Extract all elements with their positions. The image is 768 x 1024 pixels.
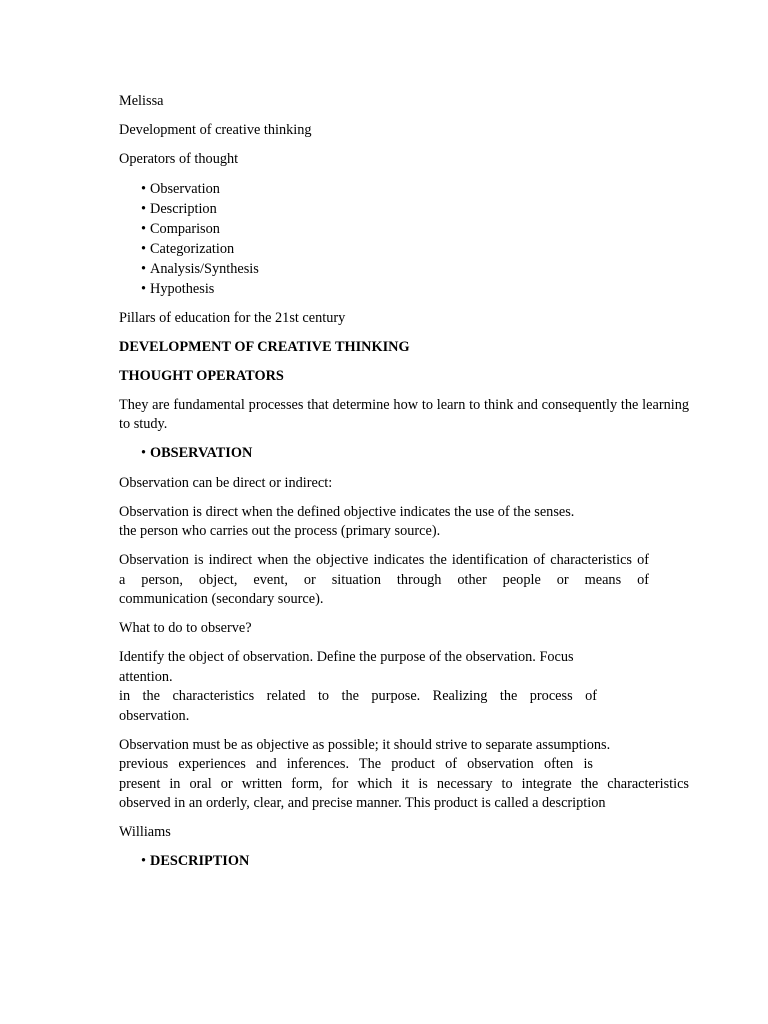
list-item: • Comparison (141, 221, 220, 237)
document-page (119, 92, 689, 882)
list-item: • Description (141, 201, 217, 217)
pillars-line: Pillars of education for the 21st century (119, 309, 346, 326)
operators-list (119, 179, 689, 299)
author-name-top: Melissa (119, 93, 164, 109)
list-item: • Analysis/Synthesis (141, 261, 259, 277)
list-item: • Categorization (141, 241, 235, 257)
observation-types-line: Observation can be direct or indirect: (119, 474, 333, 491)
observation-direct-paragraph: Observation is direct when the defined objective indicates the use of the senses. the person who carries out the process (primary source). (119, 503, 575, 539)
bullet-icon: • (141, 221, 147, 237)
bullet-icon: • (141, 853, 147, 869)
section-description-heading: • DESCRIPTION (141, 853, 250, 869)
objective-paragraph: Observation must be as objective as possible; it should strive to separate assumptions. previous experiences and inferences. The product of observation often is present in oral or written form, for which it is necessary to integrate the characteristics observed in an orderly, clear, and precise manner. This product is called a description (119, 736, 689, 811)
list-item: • Observation (141, 181, 220, 197)
section-observation-heading: • OBSERVATION (141, 445, 253, 461)
bullet-icon: • (141, 181, 147, 197)
bullet-icon: • (141, 201, 147, 217)
bullet-icon: • (141, 281, 147, 297)
bullet-icon: • (141, 261, 147, 277)
bullet-icon: • (141, 445, 147, 461)
intro-paragraph: They are fundamental processes that determine how to learn to think and consequently the learning to study. (119, 396, 689, 432)
author-name-bottom: Williams (119, 824, 171, 840)
observation-indirect-paragraph: Observation is indirect when the objective indicates the identification of characteristics of a person, object, event, or situation through other people or means of communication (secondary source). (119, 552, 649, 607)
bullet-icon: • (141, 241, 147, 257)
document-title-line: Development of creative thinking (119, 122, 312, 138)
heading-thought-operators: THOUGHT OPERATORS (119, 367, 284, 384)
heading-development: DEVELOPMENT OF CREATIVE THINKING (119, 338, 410, 355)
identify-paragraph: Identify the object of observation. Define the purpose of the observation. Focus attention. in the characteristics related to the purpose. Realizing the process of observation. (119, 649, 597, 724)
what-to-do-question: What to do to observe? (119, 620, 252, 636)
operators-heading: Operators of thought (119, 151, 239, 167)
list-item: • Hypothesis (141, 281, 215, 297)
